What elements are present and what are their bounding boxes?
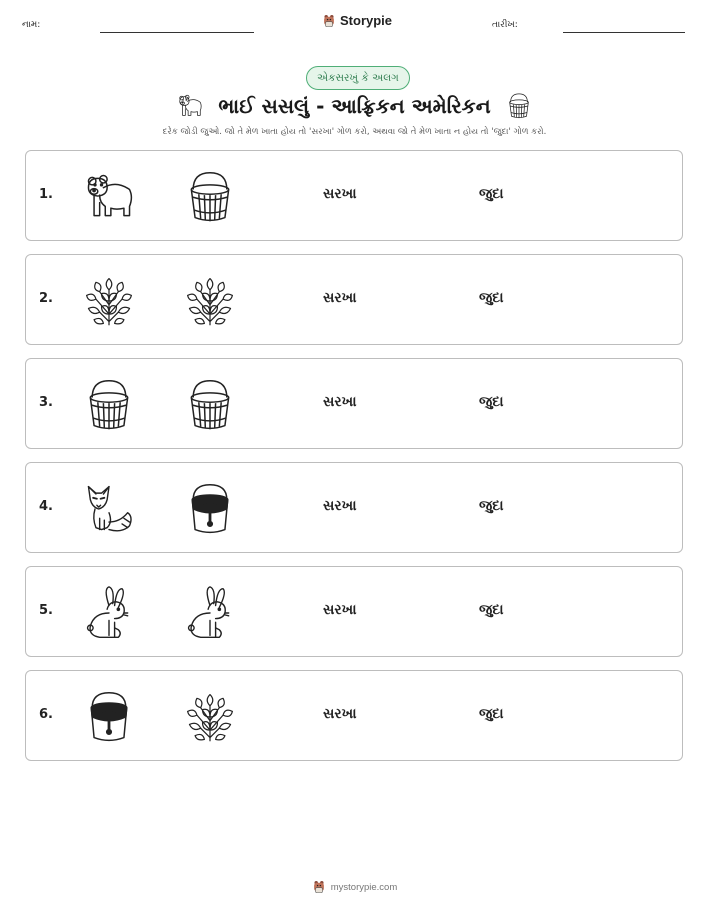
worksheet-header [0,12,709,42]
bear-icon [81,169,137,225]
bush-icon [81,273,137,329]
bucket-icon [182,169,238,225]
different-option[interactable]: જુદા [479,290,504,306]
different-option[interactable]: જુદા [479,706,504,722]
exercise-row [25,670,683,761]
rabbit-icon [182,585,238,641]
footer-url: mystorypie.com [330,881,398,893]
date-input-line[interactable] [563,32,685,33]
row-number: 5. [39,603,53,618]
bear-icon [176,92,204,120]
footer [0,880,709,894]
row-number: 4. [39,499,53,514]
rabbit-icon [81,585,137,641]
same-option[interactable]: સરખા [323,498,357,514]
different-option[interactable]: જુદા [479,498,504,514]
different-option[interactable]: જુદા [479,602,504,618]
worksheet-type-badge: એકસરખું કે અલગ [306,66,410,90]
bucket-icon [505,92,533,120]
fox-icon [81,481,137,537]
brand-name: Storypie [340,13,393,28]
exercise-row [25,462,683,553]
same-option[interactable]: સરખા [323,186,357,202]
row-number: 2. [39,291,53,306]
same-option[interactable]: સરખા [323,290,357,306]
same-option[interactable]: સરખા [323,706,357,722]
exercise-row [25,358,683,449]
different-option[interactable]: જુદા [479,394,504,410]
bucket-icon [81,377,137,433]
exercise-row [25,566,683,657]
row-number: 3. [39,395,53,410]
storypie-logo-icon [312,880,326,894]
bush-icon [182,273,238,329]
brand [322,13,392,28]
tar-bucket-icon [81,689,137,745]
date-label: તારીખ: [492,20,518,30]
row-number: 6. [39,707,53,722]
tar-bucket-icon [182,481,238,537]
name-input-line[interactable] [100,32,254,33]
storypie-logo-icon [322,14,336,28]
same-option[interactable]: સરખા [323,602,357,618]
different-option[interactable]: જુદા [479,186,504,202]
bucket-icon [182,377,238,433]
bush-icon [182,689,238,745]
row-number: 1. [39,187,53,202]
title-row [0,88,709,124]
exercise-row [25,150,683,241]
exercise-row [25,254,683,345]
instructions: દરેક જોડી જુઓ. જો તે મેળ ખાતા હોય તો 'સરખા' ગોળ કરો, અથવા જો તે મેળ ખાતા ન હોય તો 'જુદા' ગોળ કરો. [162,127,547,137]
name-label: નામ: [22,20,41,30]
page-title: ભાઈ સસલું - આફ્રિકન અમેરિકન [218,94,491,118]
same-option[interactable]: સરખા [323,394,357,410]
